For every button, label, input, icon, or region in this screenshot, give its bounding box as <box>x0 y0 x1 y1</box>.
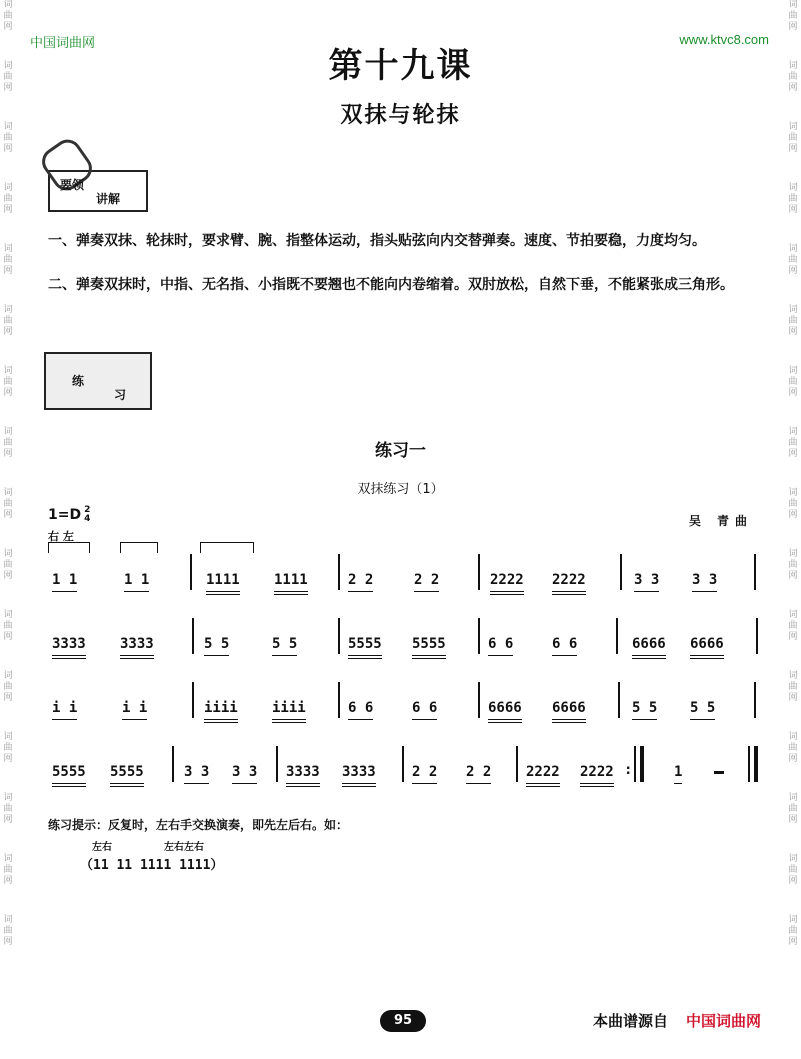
site-name: 中国词曲网 <box>30 35 96 50</box>
score-row-2: 3333 3333 5 5 5 5 5555 5555 6 6 6 6 6666 6666 <box>48 618 760 658</box>
page-number: 95 <box>380 1010 426 1032</box>
paragraph-2: 二、弹奏双抹时，中指、无名指、小指既不要翘也不能向内卷缩着。双肘放松，自然下垂，不能紧张成三角形。 <box>48 277 734 293</box>
bracket-mark <box>120 542 158 553</box>
lesson-subtitle: 双抹与轮抹 <box>340 103 461 128</box>
tip-example: 左右 左右左右 （11 11 1111 1111） <box>80 842 224 873</box>
score-row-3: i i i i iiii iiii 6 6 6 6 6666 6666 5 5 5 5 <box>48 682 760 722</box>
score-row-4: 5555 5555 3 3 3 3 3333 3333 2 2 2 2 2222 2222 : 1 <box>48 746 760 786</box>
practice-tag: 练 习 <box>44 352 152 410</box>
paragraph-1: 一、弹奏双抹、轮抹时，要求臂、腕、指整体运动，指头贴弦向内交替弹奏。速度、节拍要稳，力度均匀。 <box>48 233 706 249</box>
bracket-mark <box>48 542 90 553</box>
exercise-subtitle: 双抹练习（1） <box>357 482 444 497</box>
practice-tip: 练习提示：反复时，左右手交换演奏，即先左后右。如： <box>48 818 349 832</box>
exercise-title: 练习一 <box>375 441 426 461</box>
lesson-title: 第十九课 <box>328 46 473 86</box>
site-url[interactable]: www.ktvc8.com <box>679 32 769 47</box>
side-watermark-left: 词曲网 词曲网 词曲网 词曲网 词曲网 词曲网 词曲网 词曲网 词曲网 词曲网 词曲网 词曲网 词曲网 词曲网 词曲网 词曲网 <box>3 0 13 947</box>
side-watermark-right: 词曲网 词曲网 词曲网 词曲网 词曲网 词曲网 词曲网 词曲网 词曲网 词曲网 词曲网 词曲网 词曲网 词曲网 词曲网 词曲网 <box>788 0 798 947</box>
dash-rest <box>714 771 724 774</box>
time-signature: 2 4 <box>84 505 91 524</box>
hand-labels: 右 左 <box>48 530 74 543</box>
source-credit: 本曲谱源自 中国词曲网 <box>592 1012 761 1030</box>
score-row-1: 1 1 1 1 1111 1111 2 2 2 2 2222 2222 3 3 3 3 <box>48 554 760 594</box>
key-signature: 1=D 2 4 <box>48 505 91 524</box>
composer: 吴 青曲 <box>688 514 753 528</box>
bracket-mark <box>200 542 254 553</box>
explanation-tag: 要领 讲解 <box>48 170 148 212</box>
